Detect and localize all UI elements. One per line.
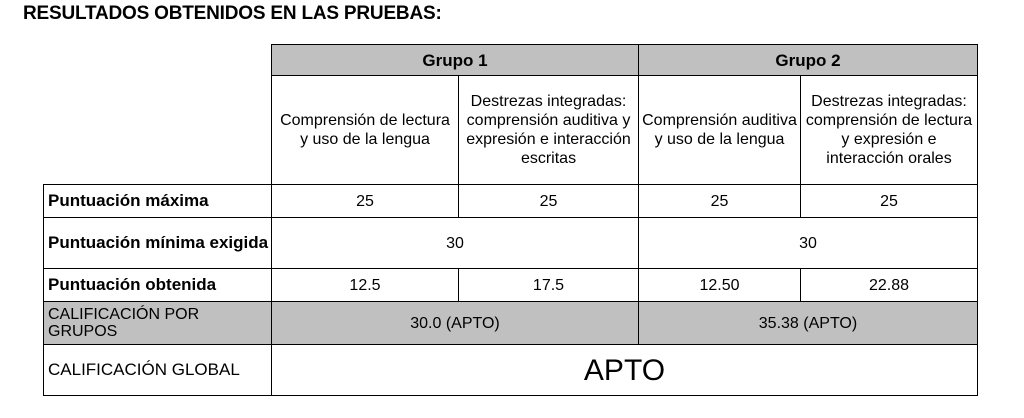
max-score-value: 25	[639, 185, 801, 218]
global-grade-label: CALIFICACIÓN GLOBAL	[44, 345, 272, 396]
group-2-header: Grupo 2	[639, 45, 978, 76]
min-score-label: Puntuación mínima exigida	[44, 218, 272, 269]
group-header-row	[44, 45, 978, 76]
page-heading: RESULTADOS OBTENIDOS EN LAS PRUEBAS:	[23, 3, 442, 24]
empty-corner-cell-2	[44, 76, 272, 185]
max-score-value: 25	[459, 185, 639, 218]
global-grade-row	[44, 345, 978, 396]
empty-corner-cell	[44, 45, 272, 76]
group-1-subtest-2: Destrezas integradas: comprensión auditiva y expresión e interacción escritas	[459, 76, 639, 185]
group-1-subtest-1: Comprensión de lectura y uso de la lengua	[272, 76, 459, 185]
obtained-score-label: Puntuación obtenida	[44, 269, 272, 302]
results-table	[43, 44, 978, 396]
group-grade-label: CALIFICACIÓN POR GRUPOS	[44, 302, 272, 345]
min-score-group-1: 30	[272, 218, 639, 269]
subtest-header-row	[44, 76, 978, 185]
max-score-value: 25	[272, 185, 459, 218]
min-score-row	[44, 218, 978, 269]
max-score-value: 25	[801, 185, 978, 218]
obtained-score-value: 12.50	[639, 269, 801, 302]
group-2-subtest-2: Destrezas integradas: comprensión de lectura y expresión e interacción orales	[801, 76, 978, 185]
global-grade-value: APTO	[272, 345, 978, 396]
obtained-score-value: 12.5	[272, 269, 459, 302]
max-score-row	[44, 185, 978, 218]
min-score-group-2: 30	[639, 218, 978, 269]
group-1-grade: 30.0 (APTO)	[272, 302, 639, 345]
group-2-subtest-1: Comprensión auditiva y uso de la lengua	[639, 76, 801, 185]
max-score-label: Puntuación máxima	[44, 185, 272, 218]
group-grade-row	[44, 302, 978, 345]
group-2-grade: 35.38 (APTO)	[639, 302, 978, 345]
obtained-score-row	[44, 269, 978, 302]
group-1-header: Grupo 1	[272, 45, 639, 76]
obtained-score-value: 17.5	[459, 269, 639, 302]
obtained-score-value: 22.88	[801, 269, 978, 302]
